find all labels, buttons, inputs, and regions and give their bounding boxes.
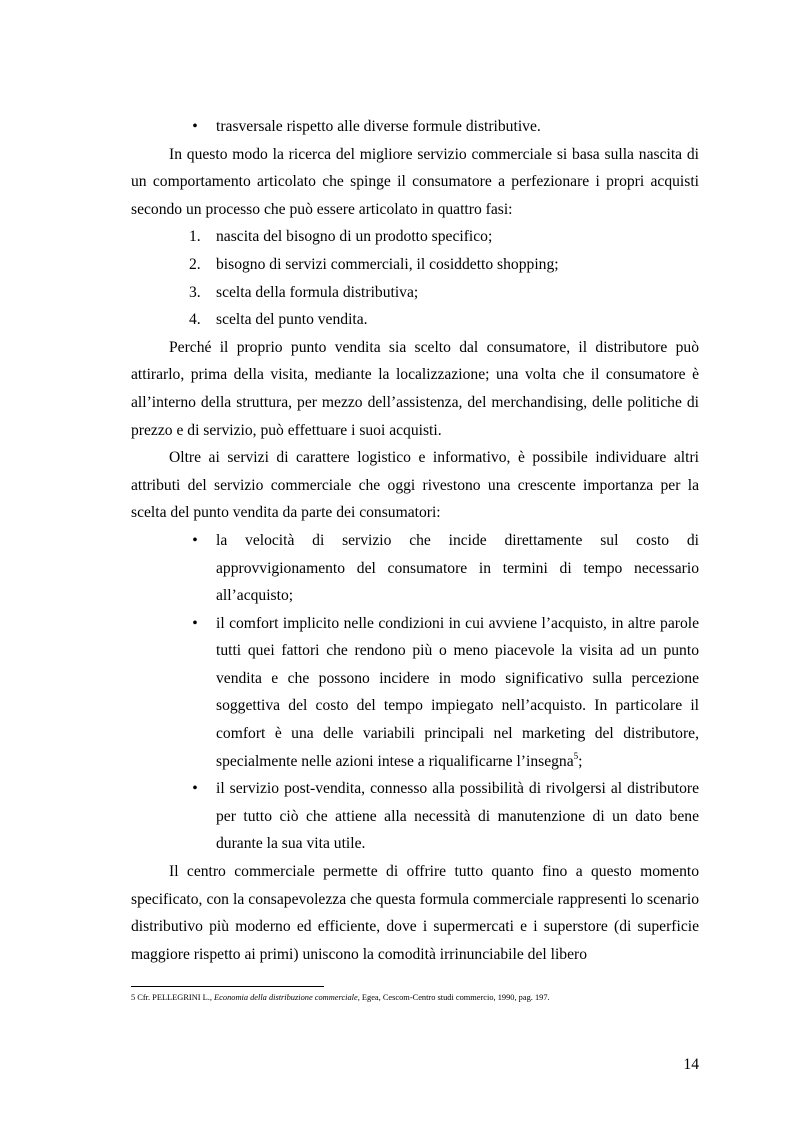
list-item bbox=[131, 251, 699, 279]
list-item-text: il servizio post-vendita, connesso alla possibilità di rivolgersi al distributore per tutto ciò che attiene alla necessità di manutenzione di un dato bene durante la sua vita utile. bbox=[216, 780, 699, 853]
list-number: 4. bbox=[189, 311, 201, 329]
list-item bbox=[131, 279, 699, 307]
list-number: 2. bbox=[189, 255, 201, 273]
paragraph: Perché il proprio punto vendita sia scelto dal consumatore, il distributore può attirarlo, prima della visita, mediante la localizzazione; una volta che il consumatore è all’interno della struttura, per mezzo dell’assistenza, del merchandising, delle politiche di prezzo e di servizio, può effettuare i suoi acquisti. bbox=[131, 338, 699, 439]
list-item bbox=[131, 113, 699, 141]
list-item bbox=[131, 223, 699, 251]
attributes-bullet-list bbox=[131, 527, 699, 858]
bullet-icon: • bbox=[192, 780, 198, 798]
footnote-reference: 5 bbox=[573, 750, 579, 761]
list-item-text: il comfort implicito nelle condizioni in cui avviene l’acquisto, in altre parole tutti quei fattori che rendono più o meno piacevole la visita ad un punto vendita e che possono incidere in modo significativo sulla percezione soggettiva del costo del tempo impiegato nell’acquisto. In particolare il comfort è una delle variabili principali nel marketing del distributore, specialmente nelle azioni intese a riqualificarne l’insegna bbox=[216, 614, 699, 770]
paragraph: Oltre ai servizi di carattere logistico e informativo, è possibile individuare altri attributi del servizio commerciale che oggi rivestono una crescente importanza per la scelta del punto vendita da parte dei consumatori: bbox=[131, 449, 699, 522]
paragraph: Il centro commerciale permette di offrire tutto quanto fino a questo momento specificato, con la consapevolezza che questa formula commerciale rappresenti lo scenario distributivo più moderno ed efficiente, dove i supermercati e i superstore (di superficie maggiore rispetto ai primi) uniscono la comodità irrinunciabile del libero bbox=[131, 863, 699, 963]
bullet-icon: • bbox=[192, 614, 198, 632]
list-item-text: la velocità di servizio che incide direttamente sul costo di approvvigionamento del consumatore in termini di tempo necessario all’acquisto; bbox=[216, 531, 699, 605]
intro-bullet-list bbox=[131, 113, 699, 141]
list-item-text: bisogno di servizi commerciali, il cosiddetto shopping; bbox=[216, 255, 559, 273]
footnote-prefix: Cfr. PELLEGRINI L., bbox=[137, 993, 215, 1002]
body-text bbox=[131, 113, 699, 968]
list-item bbox=[131, 610, 699, 776]
list-item-text: scelta del punto vendita. bbox=[216, 311, 368, 329]
phases-list bbox=[131, 223, 699, 333]
list-number: 3. bbox=[189, 283, 201, 301]
footnote-title: Economia della distribuzione commerciale bbox=[214, 993, 358, 1002]
footnote-divider bbox=[131, 986, 324, 987]
list-item-text: trasversale rispetto alle diverse formule distributive. bbox=[216, 118, 541, 135]
list-item bbox=[131, 527, 699, 610]
footnote-suffix: , Egea, Cescom-Centro studi commercio, 1990, pag. 197. bbox=[357, 993, 550, 1002]
footnote-number: 5 bbox=[131, 993, 136, 1002]
list-item bbox=[131, 306, 699, 334]
footnote bbox=[131, 992, 731, 1003]
page-number: 14 bbox=[683, 1056, 699, 1073]
list-item-text: scelta della formula distributiva; bbox=[216, 283, 419, 301]
list-item bbox=[131, 775, 699, 858]
list-item-tail: ; bbox=[578, 752, 583, 770]
list-item-text: nascita del bisogno di un prodotto specifico; bbox=[216, 228, 493, 246]
paragraph: In questo modo la ricerca del migliore servizio commerciale si basa sulla nascita di un comportamento articolato che spinge il consumatore a perfezionare i propri acquisti secondo un processo che può essere articolato in quattro fasi: bbox=[131, 145, 699, 218]
list-number: 1. bbox=[189, 228, 201, 246]
bullet-icon: • bbox=[192, 531, 198, 549]
bullet-icon: • bbox=[192, 118, 198, 135]
